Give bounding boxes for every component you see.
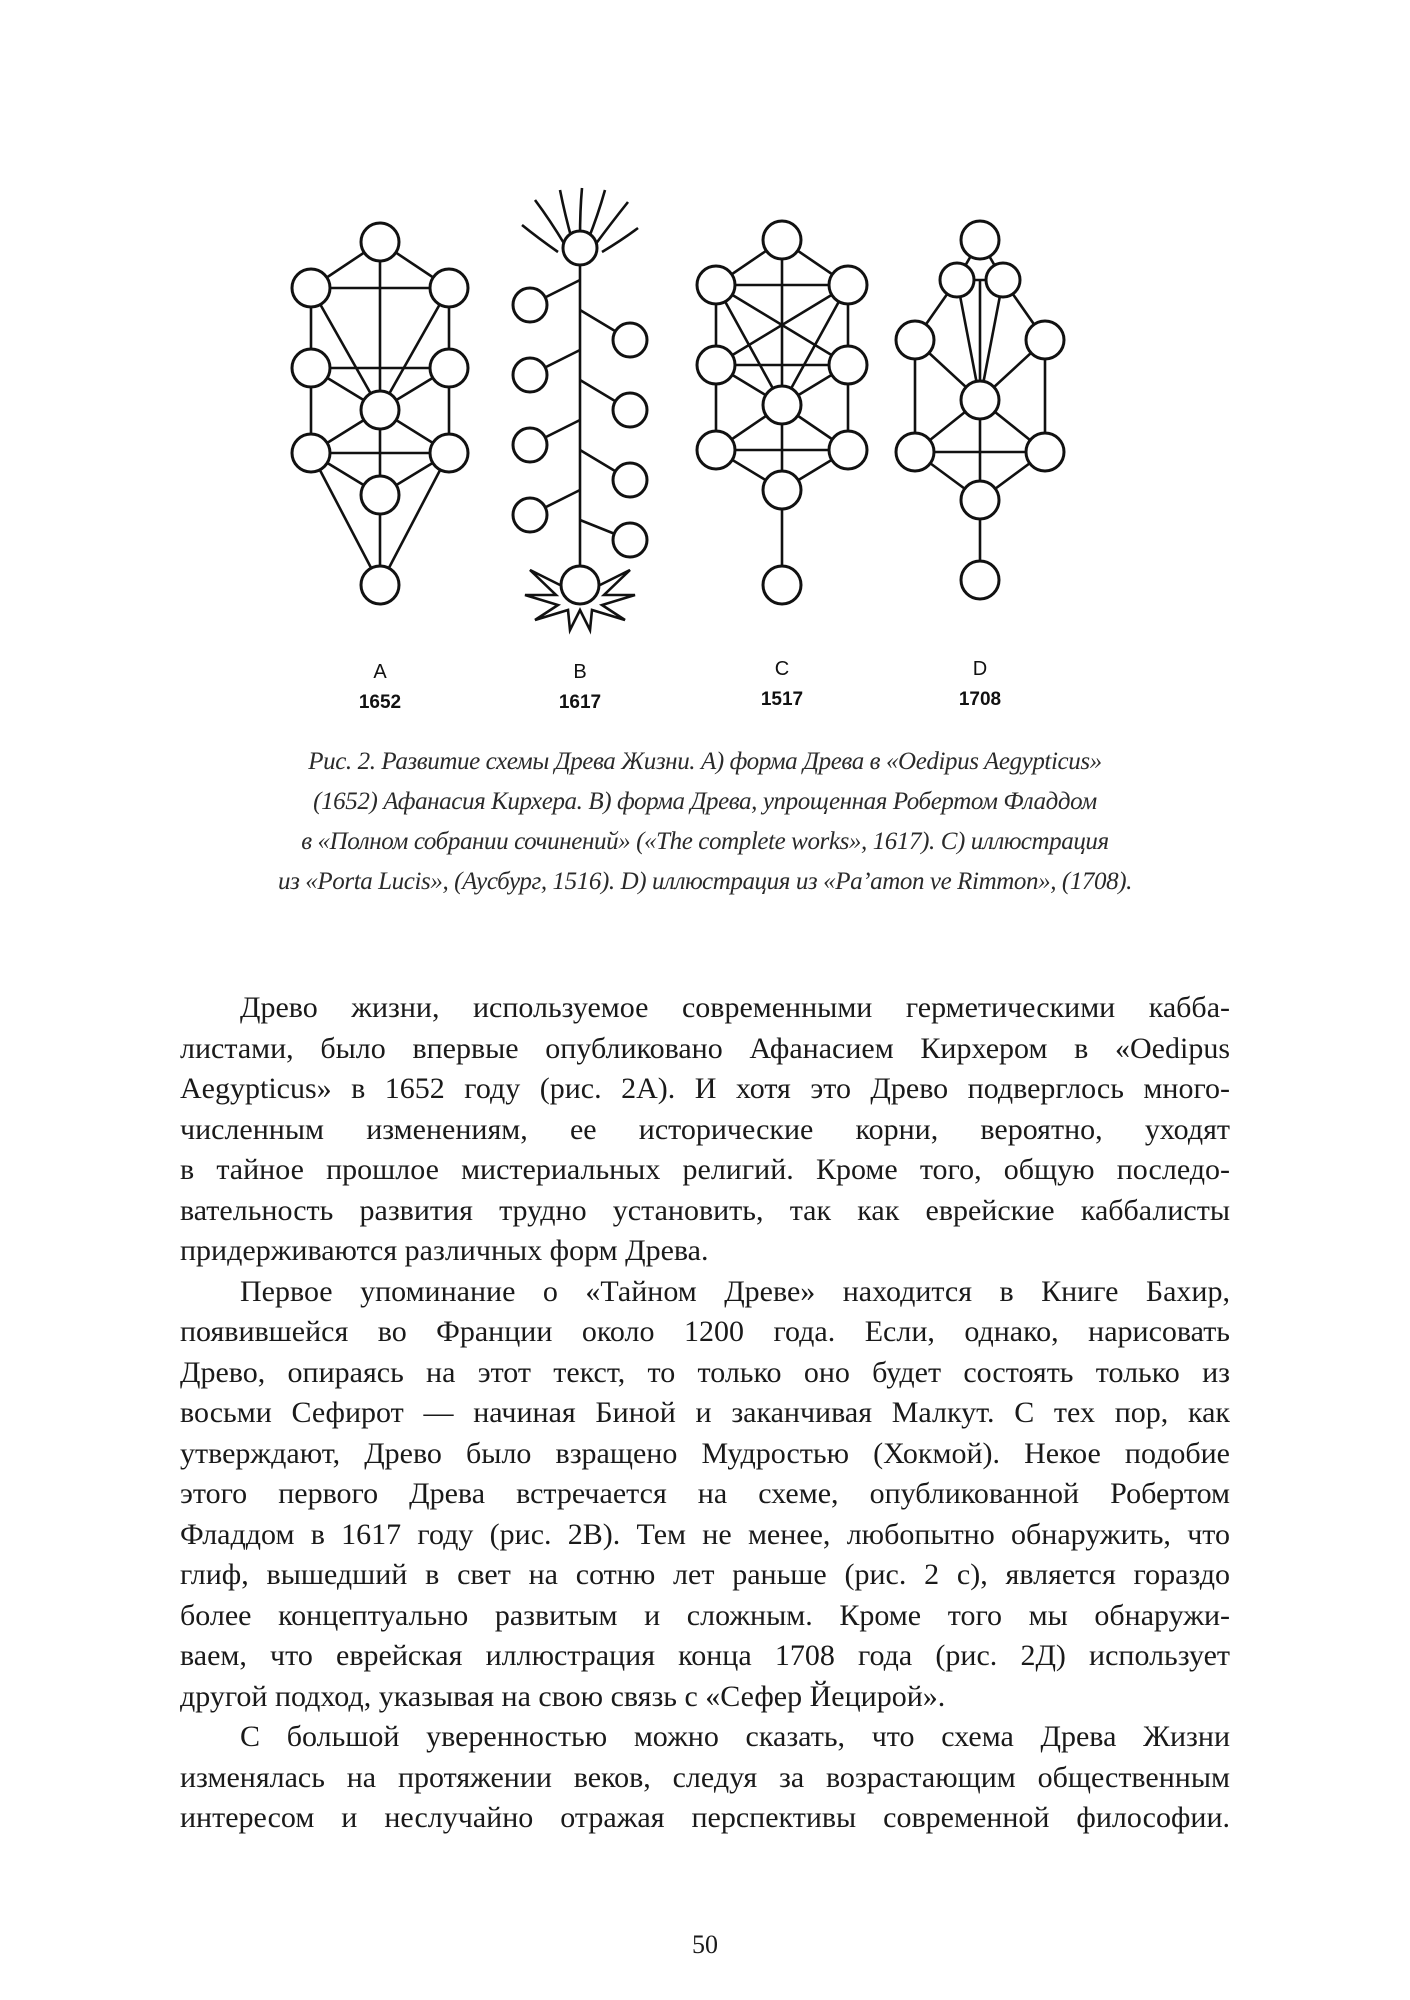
text-line: изменялась на протяжении веков, следуя за возрастающим общественным [180, 1760, 1230, 1794]
label-year-d: 1708 [958, 689, 1002, 710]
diagram-b [513, 188, 647, 630]
text-line: Древо жизни, используемое современными герметическими кабба- [240, 991, 1230, 1024]
text-line: восьми Сефирот — начиная Биной и заканчивая Малкут. С тех пор, как [180, 1396, 1230, 1429]
paragraph-3 [180, 1717, 1230, 1839]
text-line: глиф, вышедший в свет на сотню лет раньше (рис. 2 с), является гораздо [180, 1558, 1230, 1591]
text-line: Фладдом в 1617 году (рис. 2В). Тем не менее, любопытно обнаружить, что [180, 1517, 1230, 1551]
text-line: интересом и неслучайно отражая перспективы современной философии. [180, 1801, 1230, 1834]
text-line: ваем, что еврейская иллюстрация конца 1708 года (рис. 2Д) использует [180, 1639, 1230, 1672]
tree-of-life-diagrams [260, 200, 1160, 720]
page-number: 50 [692, 1930, 718, 1959]
text-line: более концептуально развитым и сложным. Кроме того мы обнаружи- [180, 1598, 1230, 1632]
label-year-b: 1617 [558, 692, 602, 713]
text-line: появившейся во Франции около 1200 года. Если, однако, нарисовать [180, 1315, 1230, 1348]
text-line: Первое упоминание о «Тайном Древе» находится в Книге Бахир, [240, 1274, 1230, 1308]
paragraph-1 [180, 988, 1230, 1272]
text-line: Древо, опираясь на этот текст, то только оно будет состоять только из [180, 1355, 1230, 1389]
text-line: вательность развития трудно установить, так как еврейские каббалисты [180, 1193, 1230, 1227]
text-line: придерживаются различных форм Древа. [180, 1234, 709, 1267]
paragraph-2 [180, 1272, 1230, 1718]
tree-of-life-figure [260, 200, 1160, 720]
text-line: этого первого Древа встречается на схеме, опубликованной Робертом [180, 1477, 1230, 1510]
caption-line: из «Porta Lucis», (Аусбург, 1516). D) иллюстрация из «Pa’amon ve Rimmon», (1708). [277, 868, 1132, 895]
label-letter-c: C [774, 658, 790, 680]
text-line: в тайное прошлое мистериальных религий. Кроме того, общую последо- [180, 1153, 1230, 1186]
label-letter-b: B [573, 661, 587, 683]
diagram-a [292, 223, 468, 604]
text-line: С большой уверенностью можно сказать, что схема Древа Жизни [240, 1720, 1230, 1753]
text-line: другой подход, указывая на свою связь с «Сефер Йецирой». [180, 1679, 946, 1713]
figure-caption [175, 742, 1235, 902]
diagram-c [697, 221, 867, 604]
text-line: численным изменениям, ее исторические корни, вероятно, уходят [180, 1112, 1230, 1146]
label-letter-a: A [373, 661, 387, 683]
body-text [180, 988, 1230, 1839]
label-year-c: 1517 [760, 689, 804, 710]
label-year-a: 1652 [358, 692, 402, 713]
caption-line: (1652) Афанасия Кирхера. B) форма Древа, упрощенная Робертом Фладдом [313, 788, 1097, 815]
label-letter-d: D [972, 658, 988, 680]
text-line: листами, было впервые опубликовано Афанасием Кирхером в «Oedipus [180, 1031, 1230, 1065]
caption-line: в «Полном собрании сочинений» («The complete works», 1617). C) иллюстрация [301, 828, 1109, 855]
diagram-d [896, 221, 1064, 599]
text-line: Aegypticus» в 1652 году (рис. 2А). И хотя это Древо подверглось много- [180, 1072, 1230, 1105]
text-line: утверждают, Древо было взращено Мудростью (Хокмой). Некое подобие [180, 1436, 1230, 1470]
caption-line: Рис. 2. Развитие схемы Древа Жизни. A) форма Древа в «Oedipus Aegypticus» [308, 748, 1102, 775]
